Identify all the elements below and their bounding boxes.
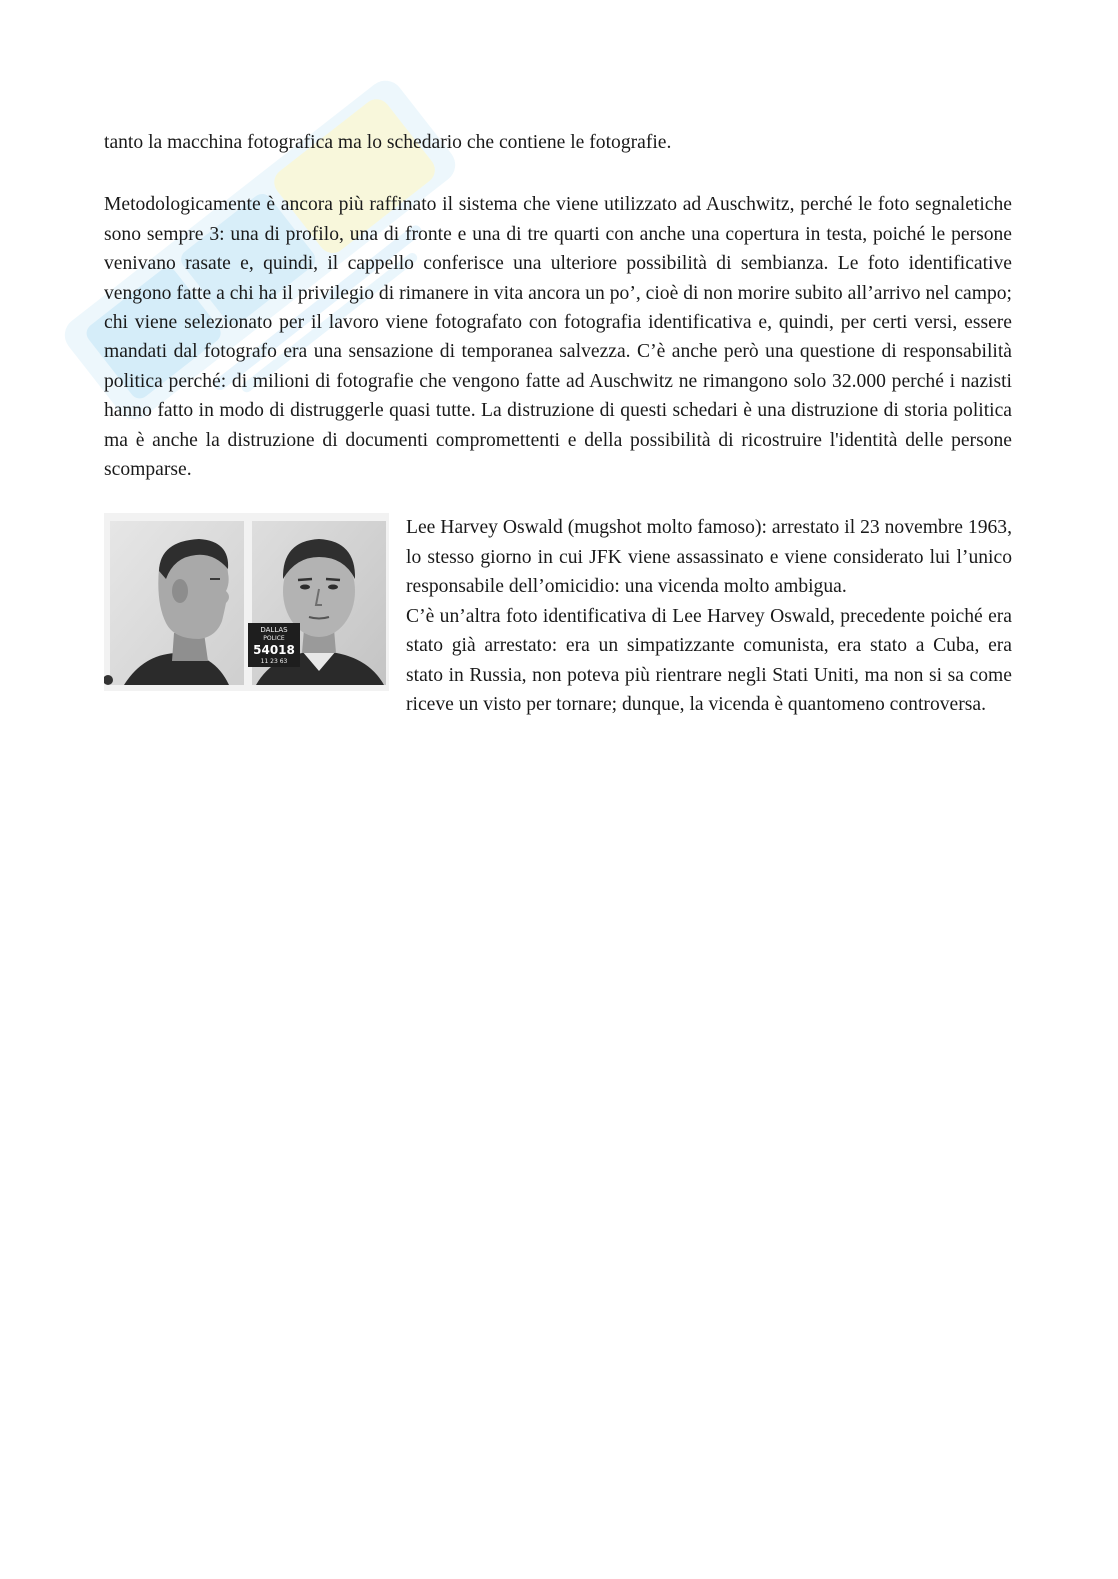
placard-agency: POLICE xyxy=(263,635,285,643)
paragraph-oswald-followup: C’è un’altra foto identificativa di Lee Harvey Oswald, precedente poiché era stato già arrestato: era un simpatizzante comunista, era stato a Cuba, era stato in Russia, non poteva più rientrare negli Stati Uniti, ma non si sa come riceve un visto per tornare; dunque, la vicenda è quantomeno controversa. xyxy=(406,605,1012,715)
paragraph-auschwitz: Metodologicamente è ancora più raffinato il sistema che viene utilizzato ad Auschwitz, perché le foto segnaletiche sono sempre 3: una di profilo, una di fronte e una di tre quarti con anche una copertura in testa, poiché le persone venivano rasate e, quindi, il cappello conferisce una ulteriore possibilità di sembianza. Le foto identificative vengono fatte a chi ha il privilegio di rimanere in vita ancora un po’, cioè di non morire subito all’arrivo nel campo; chi viene selezionato per il lavoro viene fotografato con fotografia identificativa e, quindi, per certi versi, essere mandati dal fotografo era una sensazione di temporanea salvezza. C’è anche però una questione di responsabilità politica perché: di milioni di fotografie che vengono fatte ad Auschwitz ne rimangono solo 32.000 perché i nazisti hanno fatto in modo di distruggerle quasi tutte. La distruzione di questi schedari è una distruzione di storia politica ma è anche la distruzione di documenti compromettenti e della possibilità di ricostruire l'identità delle persone scomparse. xyxy=(104,194,1012,481)
placard-date: 11 23 63 xyxy=(260,658,288,666)
paragraph-oswald: Lee Harvey Oswald (mugshot molto famoso): arrestato il 23 novembre 1963, lo stesso giorno in cui JFK viene assassinato e viene considerato lui l’unico responsabile dell’omicidio: una vicenda molto ambigua. xyxy=(406,517,1012,598)
paragraph-intro: tanto la macchina fotografica ma lo schedario che contiene le fotografie. xyxy=(104,132,672,153)
placard-city: DALLAS xyxy=(260,626,288,635)
oswald-mugshot-image xyxy=(104,513,389,691)
placard-number: 54018 xyxy=(253,643,295,658)
document-page xyxy=(104,128,1012,719)
